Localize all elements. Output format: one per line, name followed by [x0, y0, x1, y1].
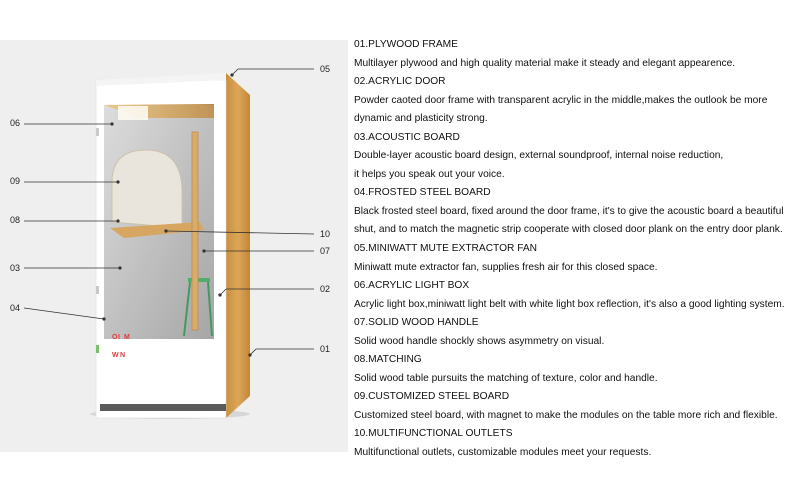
feature-desc: Acrylic light box,miniwatt light belt with white light box reflection, it's also a good lighting system.	[354, 298, 785, 310]
callout-05: 05	[320, 64, 331, 74]
feature-desc: Multifunctional outlets, customizable modules meet your requests.	[354, 447, 652, 459]
logo-letter: O	[112, 334, 118, 341]
feature-desc: Multilayer plywood and high quality material make it steady and elegant appearence.	[354, 57, 736, 69]
callout-04: 04	[10, 303, 21, 313]
feature-desc: Double-layer acoustic board design, external soundproof, internal noise reduction,	[354, 150, 724, 162]
callout-08: 08	[10, 215, 21, 225]
feature-title: 08.MATCHING	[354, 354, 422, 366]
callout-10: 10	[320, 229, 331, 239]
logo-letter: I	[118, 334, 120, 341]
feature-title: 03.ACOUSTIC BOARD	[354, 131, 460, 143]
feature-desc: Black frosted steel board, fixed around the door frame, it's to give the acoustic board a beautiful	[354, 205, 784, 217]
callout-09: 09	[10, 176, 21, 186]
phone-booth-illustration	[0, 0, 348, 484]
feature-desc: Miniwatt mute extractor fan, supplies fresh air for this closed space.	[354, 261, 658, 273]
feature-title: 07.SOLID WOOD HANDLE	[354, 317, 479, 329]
feature-list	[354, 36, 800, 463]
logo-letter: N	[120, 352, 126, 359]
base-strip	[100, 404, 226, 411]
feature-title: 01.PLYWOOD FRAME	[354, 39, 458, 50]
feature-title: 09.CUSTOMIZED STEEL BOARD	[354, 391, 510, 403]
feature-desc: Powder caoted door frame with transparent acrylic in the middle,makes the outlook be more	[354, 94, 768, 106]
feature-desc: shut, and to match the magnetic strip cooperate with closed door plank on the entry door plank.	[354, 224, 783, 236]
feature-title: 10.MULTIFUNCTIONAL OUTLETS	[354, 428, 513, 440]
callout-07: 07	[320, 246, 331, 256]
glass-pane	[104, 105, 214, 339]
logo-letter: W	[112, 352, 119, 359]
callout-02: 02	[320, 284, 331, 294]
callout-06: 06	[10, 118, 21, 128]
feature-desc: dynamic and plasticity strong.	[354, 113, 488, 125]
feature-title: 02.ACRYLIC DOOR	[354, 76, 446, 88]
plywood-side-panel	[226, 73, 250, 418]
feature-desc: Solid wood table pursuits the matching of texture, color and handle.	[354, 372, 658, 384]
feature-title: 05.MINIWATT MUTE EXTRACTOR FAN	[354, 243, 538, 255]
feature-title: 06.ACRYLIC LIGHT BOX	[354, 280, 470, 292]
callout-01: 01	[320, 344, 331, 354]
feature-desc: it helps you speak out your voice.	[354, 168, 505, 180]
feature-title: 04.FROSTED STEEL BOARD	[354, 187, 491, 199]
feature-desc: Solid wood handle shockly shows asymmetry on visual.	[354, 335, 605, 347]
feature-desc: Customized steel board, with magnet to make the modules on the table more rich and flexible.	[354, 409, 778, 421]
callout-03: 03	[10, 263, 21, 273]
logo-letter: M	[124, 334, 130, 341]
